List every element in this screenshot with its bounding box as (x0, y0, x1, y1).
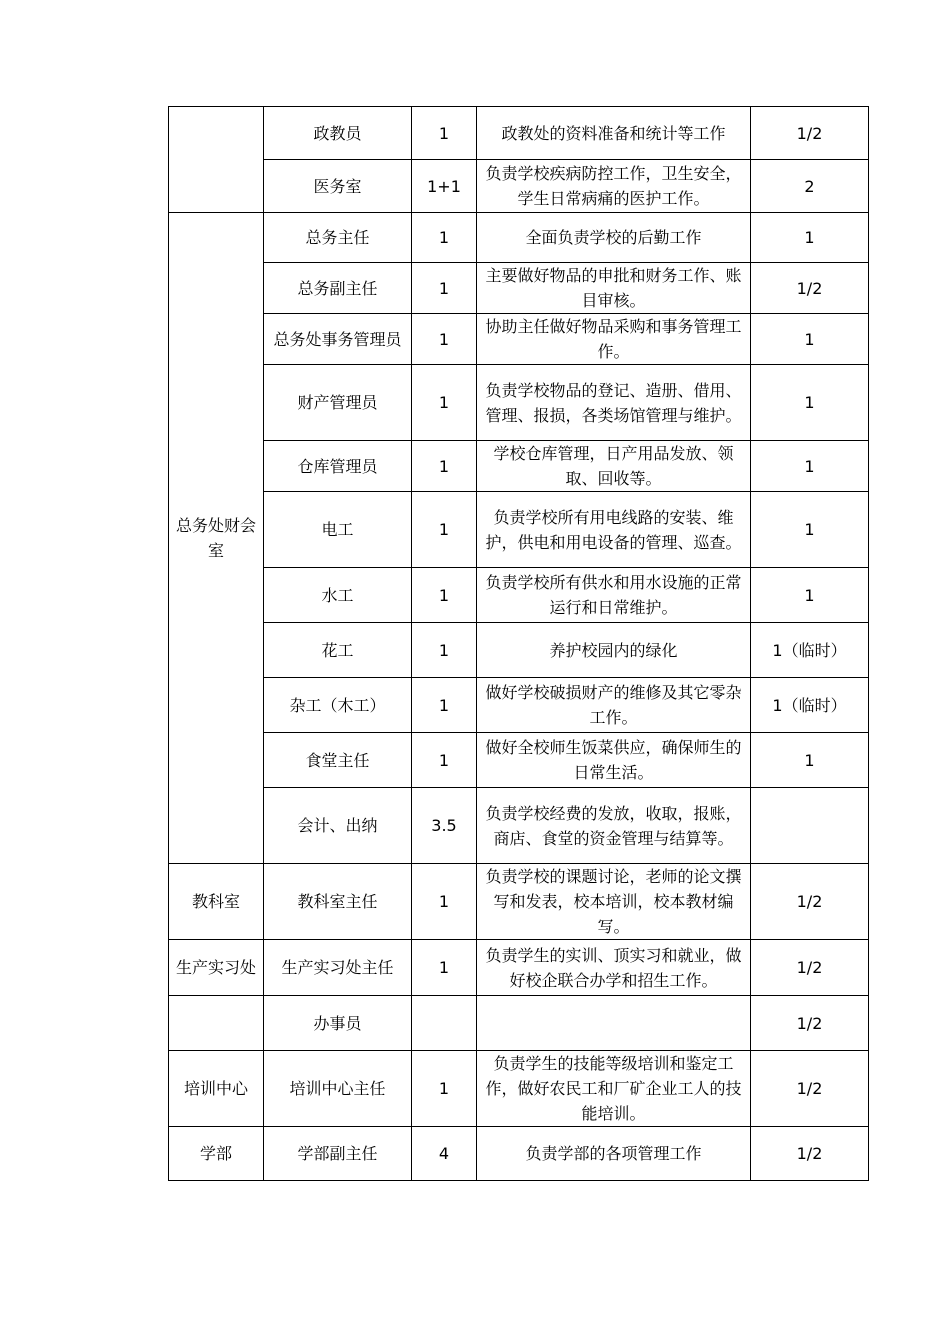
ratio-cell: 1（临时） (751, 678, 869, 733)
duty-cell: 政教处的资料准备和统计等工作 (477, 107, 751, 160)
department-cell (169, 996, 264, 1051)
ratio-cell (751, 788, 869, 864)
duty-cell: 负责学生的技能等级培训和鉴定工作，做好农民工和厂矿企业工人的技能培训。 (477, 1051, 751, 1127)
table-row (169, 213, 869, 263)
department-cell: 教科室 (169, 864, 264, 940)
ratio-cell: 1/2 (751, 1051, 869, 1127)
duty-cell: 负责学校所有供水和用水设施的正常运行和日常维护。 (477, 568, 751, 623)
position-cell: 仓库管理员 (264, 441, 412, 492)
position-cell: 政教员 (264, 107, 412, 160)
ratio-cell: 1/2 (751, 864, 869, 940)
position-cell: 办事员 (264, 996, 412, 1051)
position-cell: 食堂主任 (264, 733, 412, 788)
department-cell: 总务处财会室 (169, 213, 264, 864)
ratio-cell: 1 (751, 441, 869, 492)
duty-cell: 负责学校所有用电线路的安装、维护，供电和用电设备的管理、巡查。 (477, 492, 751, 568)
position-cell: 财产管理员 (264, 365, 412, 441)
headcount-cell: 1 (412, 864, 477, 940)
table-row (169, 788, 869, 864)
department-cell: 学部 (169, 1127, 264, 1181)
headcount-cell: 1 (412, 314, 477, 365)
ratio-cell: 1 (751, 213, 869, 263)
table-row (169, 314, 869, 365)
table-row (169, 365, 869, 441)
ratio-cell: 1/2 (751, 107, 869, 160)
position-cell: 医务室 (264, 160, 412, 213)
position-cell: 总务副主任 (264, 263, 412, 314)
position-cell: 生产实习处主任 (264, 940, 412, 996)
ratio-cell: 1/2 (751, 996, 869, 1051)
table-row (169, 1051, 869, 1127)
duty-cell: 养护校园内的绿化 (477, 623, 751, 678)
table-row (169, 864, 869, 940)
department-cell: 培训中心 (169, 1051, 264, 1127)
ratio-cell: 1 (751, 365, 869, 441)
headcount-cell: 1 (412, 678, 477, 733)
headcount-cell: 1+1 (412, 160, 477, 213)
duty-cell: 负责学校经费的发放，收取，报账，商店、食堂的资金管理与结算等。 (477, 788, 751, 864)
headcount-cell: 1 (412, 568, 477, 623)
duty-cell: 主要做好物品的申批和财务工作、账目审核。 (477, 263, 751, 314)
position-cell: 培训中心主任 (264, 1051, 412, 1127)
staffing-table (168, 106, 869, 1181)
table-row (169, 733, 869, 788)
position-cell: 会计、出纳 (264, 788, 412, 864)
headcount-cell: 1 (412, 733, 477, 788)
ratio-cell: 1 (751, 568, 869, 623)
headcount-cell: 1 (412, 213, 477, 263)
headcount-cell (412, 996, 477, 1051)
position-cell: 学部副主任 (264, 1127, 412, 1181)
headcount-cell: 1 (412, 263, 477, 314)
headcount-cell: 1 (412, 107, 477, 160)
headcount-cell: 1 (412, 940, 477, 996)
table-row (169, 160, 869, 213)
ratio-cell: 1/2 (751, 940, 869, 996)
duty-cell: 学校仓库管理，日产用品发放、领取、回收等。 (477, 441, 751, 492)
table-row (169, 623, 869, 678)
duty-cell: 负责学部的各项管理工作 (477, 1127, 751, 1181)
headcount-cell: 1 (412, 441, 477, 492)
headcount-cell: 3.5 (412, 788, 477, 864)
ratio-cell: 1（临时） (751, 623, 869, 678)
table-row (169, 568, 869, 623)
position-cell: 杂工（木工） (264, 678, 412, 733)
position-cell: 总务主任 (264, 213, 412, 263)
duty-cell: 全面负责学校的后勤工作 (477, 213, 751, 263)
ratio-cell: 1/2 (751, 1127, 869, 1181)
headcount-cell: 4 (412, 1127, 477, 1181)
position-cell: 花工 (264, 623, 412, 678)
duty-cell (477, 996, 751, 1051)
position-cell: 教科室主任 (264, 864, 412, 940)
headcount-cell: 1 (412, 365, 477, 441)
table-row (169, 263, 869, 314)
table-row (169, 996, 869, 1051)
ratio-cell: 1 (751, 492, 869, 568)
ratio-cell: 1/2 (751, 263, 869, 314)
duty-cell: 负责学校物品的登记、造册、借用、管理、报损，各类场馆管理与维护。 (477, 365, 751, 441)
position-cell: 水工 (264, 568, 412, 623)
ratio-cell: 2 (751, 160, 869, 213)
duty-cell: 负责学生的实训、顶实习和就业，做好校企联合办学和招生工作。 (477, 940, 751, 996)
department-cell (169, 107, 264, 213)
duty-cell: 做好全校师生饭菜供应，确保师生的日常生活。 (477, 733, 751, 788)
position-cell: 电工 (264, 492, 412, 568)
headcount-cell: 1 (412, 623, 477, 678)
ratio-cell: 1 (751, 314, 869, 365)
table-row (169, 940, 869, 996)
duty-cell: 负责学校疾病防控工作，卫生安全，学生日常病痛的医护工作。 (477, 160, 751, 213)
table-row (169, 678, 869, 733)
headcount-cell: 1 (412, 492, 477, 568)
department-cell: 生产实习处 (169, 940, 264, 996)
duty-cell: 负责学校的课题讨论，老师的论文撰写和发表，校本培训，校本教材编写。 (477, 864, 751, 940)
table-row (169, 107, 869, 160)
duty-cell: 协助主任做好物品采购和事务管理工作。 (477, 314, 751, 365)
ratio-cell: 1 (751, 733, 869, 788)
table-row (169, 441, 869, 492)
position-cell: 总务处事务管理员 (264, 314, 412, 365)
duty-cell: 做好学校破损财产的维修及其它零杂工作。 (477, 678, 751, 733)
headcount-cell: 1 (412, 1051, 477, 1127)
table-row (169, 492, 869, 568)
table-row (169, 1127, 869, 1181)
